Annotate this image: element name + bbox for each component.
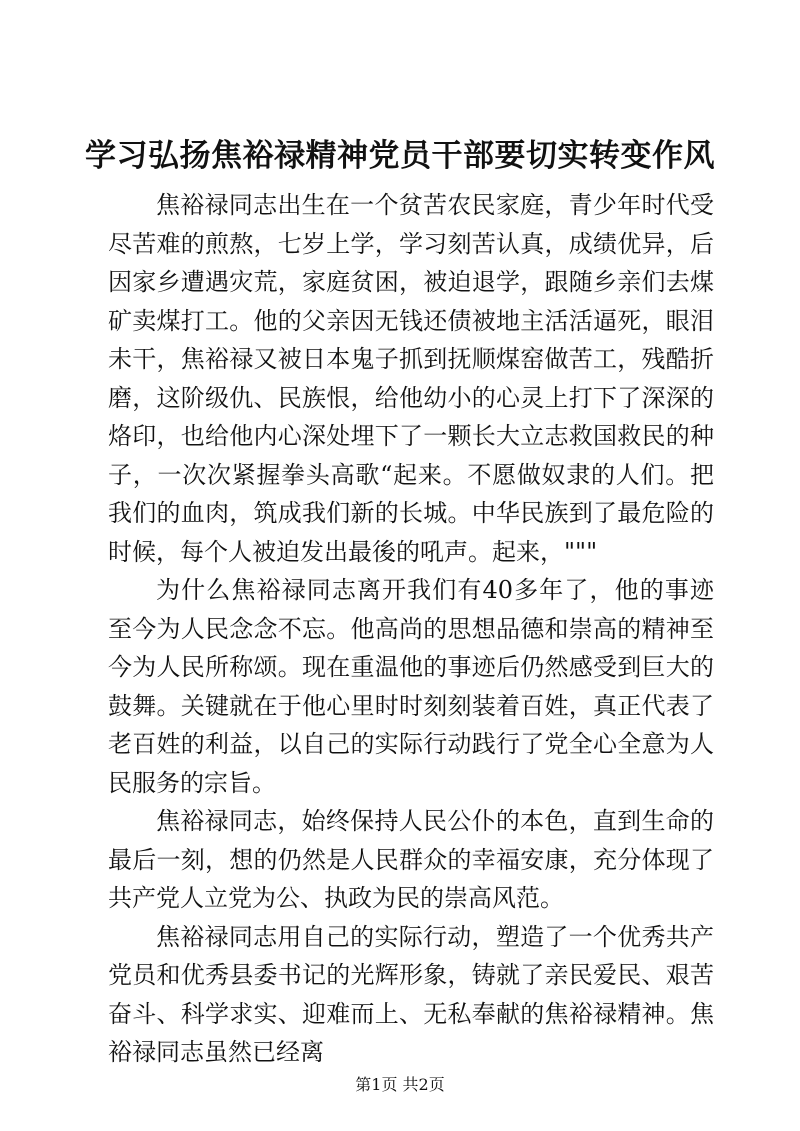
paragraph-3: 焦裕禄同志，始终保持人民公仆的本色，直到生命的最后一刻，想的仍然是人民群众的幸福安康，充分体现了共产党人立党为公、执政为民的崇高风范。 <box>108 807 714 912</box>
paragraph-1: 焦裕禄同志出生在一个贫苦农民家庭，青少年时代受尽苦难的煎熬，七岁上学，学习刻苦认真，成绩优异，后因家乡遭遇灾荒，家庭贫困，被迫退学，跟随乡亲们去煤矿卖煤打工。他的父亲因无钱还债被地主活活逼死，眼泪未干，焦裕禄又被日本鬼子抓到抚顺煤窑做苦工，残酷折磨，这阶级仇、民族恨，给他幼小的心灵上打下了深深的烙印，也给他内心深处埋下了一颗长大立志救国救民的种子，一次次紧握拳头高歌“起来。不愿做奴隶的人们。把我们的血肉，筑成我们新的长城。中华民族到了最危险的时候，每个人被迫发出最後的吼声。起来，""" <box>108 191 714 566</box>
paragraph-2: 为什么焦裕禄同志离开我们有40多年了，他的事迹至今为人民念念不忘。他高尚的思想品德和崇高的精神至今为人民所称颂。现在重温他的事迹后仍然感受到巨大的鼓舞。关键就在于他心里时时刻刻装着百姓，真正代表了老百姓的利益，以自己的实际行动践行了党全心全意为人民服务的宗旨。 <box>108 576 714 797</box>
page-indicator: 第1页 共2页 <box>355 1075 445 1094</box>
document-title: 学习弘扬焦裕禄精神党员干部要切实转变作风 <box>85 138 715 174</box>
page-footer <box>0 1074 800 1096</box>
document-body <box>108 186 714 1072</box>
paragraph-4: 焦裕禄同志用自己的实际行动，塑造了一个优秀共产党员和优秀县委书记的光辉形象，铸就了亲民爱民、艰苦奋斗、科学求实、迎难而上、无私奉献的焦裕禄精神。焦裕禄同志虽然已经离 <box>108 922 714 1066</box>
